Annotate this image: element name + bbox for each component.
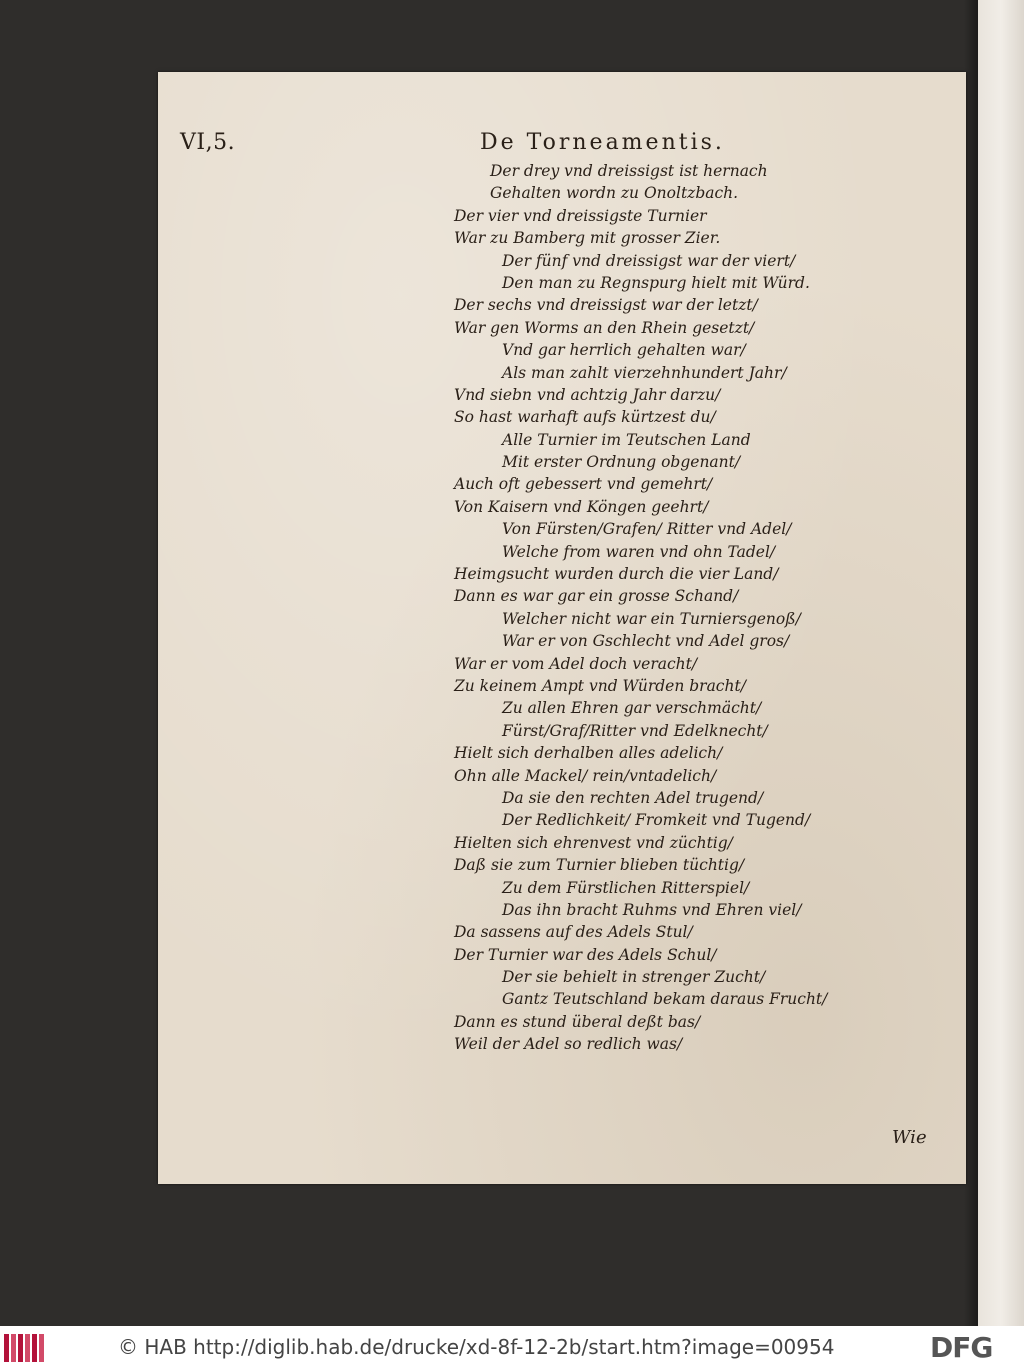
verse-line: Zu keinem Ampt vnd Würden bracht/ <box>454 676 746 695</box>
page-number: VI,5. <box>180 130 236 155</box>
verse-line: Der fünf vnd dreissigst war der viert/ <box>502 251 796 270</box>
book-page <box>158 72 966 1184</box>
verse-line: Welche from waren vnd ohn Tadel/ <box>502 542 776 561</box>
viewer-footer <box>0 1326 1024 1370</box>
verse-line: Das ihn bracht Ruhms vnd Ehren viel/ <box>502 900 802 919</box>
verse-line: Alle Turnier im Teutschen Land <box>502 430 751 449</box>
running-head: De Torneamentis. <box>480 130 725 155</box>
verse-line: Von Fürsten/Grafen/ Ritter vnd Adel/ <box>502 520 792 539</box>
verse-line: War zu Bamberg mit grosser Zier. <box>454 229 721 248</box>
verse-line: Weil der Adel so redlich was/ <box>454 1035 683 1054</box>
verse-line: Der sechs vnd dreissigst war der letzt/ <box>454 296 758 315</box>
verse-line: Vnd siebn vnd achtzig Jahr darzu/ <box>454 385 721 404</box>
verse-line: Vnd gar herrlich gehalten war/ <box>502 341 746 360</box>
verse-line: Gantz Teutschland bekam daraus Frucht/ <box>502 990 828 1009</box>
verse-line: Der drey vnd dreissigst ist hernach <box>490 162 768 180</box>
verse-line: Auch oft gebessert vnd gemehrt/ <box>454 475 713 494</box>
dfg-logo: DFG <box>930 1331 993 1364</box>
verse-line: Da sie den rechten Adel trugend/ <box>502 788 764 807</box>
verse-line: War er vom Adel doch veracht/ <box>454 654 698 673</box>
verse-line: Dann es stund überal deßt bas/ <box>454 1012 701 1031</box>
copyright-link[interactable]: © HAB http://diglib.hab.de/drucke/xd-8f-12-2b/start.htm?image=00954 <box>118 1335 835 1359</box>
verse-line: Der sie behielt in strenger Zucht/ <box>502 968 766 987</box>
verse-line: Der Turnier war des Adels Schul/ <box>454 945 717 964</box>
verse-line: Zu allen Ehren gar verschmächt/ <box>502 699 762 718</box>
verse-line: Heimgsucht wurden durch die vier Land/ <box>454 565 779 584</box>
verse-line: Als man zahlt vierzehnhundert Jahr/ <box>502 363 787 382</box>
verse-line: Gehalten wordn zu Onoltzbach. <box>490 184 739 203</box>
verse-line: So hast warhaft aufs kürtzest du/ <box>454 408 716 427</box>
verse-line: Welcher nicht war ein Turniersgenoß/ <box>502 609 801 628</box>
verse-line: Den man zu Regnspurg hielt mit Würd. <box>502 273 810 292</box>
verse-line: Mit erster Ordnung obgenant/ <box>502 453 741 472</box>
verse-line: Der Redlichkeit/ Fromkeit vnd Tugend/ <box>502 811 811 830</box>
verse-line: Der vier vnd dreissigste Turnier <box>454 206 707 225</box>
verse-line: Hielten sich ehrenvest vnd züchtig/ <box>454 833 733 852</box>
library-logo-icon <box>4 1334 44 1362</box>
catchword: Wie <box>892 1127 927 1148</box>
verse-block <box>448 160 948 1056</box>
verse-line: War gen Worms an den Rhein gesetzt/ <box>454 318 755 337</box>
verse-line: Zu dem Fürstlichen Ritterspiel/ <box>502 878 750 897</box>
next-page-edge <box>978 0 1024 1326</box>
verse-line: Ohn alle Mackel/ rein/vntadelich/ <box>454 766 717 785</box>
verse-line: Daß sie zum Turnier blieben tüchtig/ <box>454 856 745 875</box>
verse-line: Dann es war gar ein grosse Schand/ <box>454 587 739 606</box>
verse-line: Hielt sich derhalben alles adelich/ <box>454 744 723 763</box>
verse-line: Fürst/Graf/Ritter vnd Edelknecht/ <box>502 721 768 740</box>
verse-line: Von Kaisern vnd Köngen geehrt/ <box>454 497 709 516</box>
verse-line: War er von Gschlecht vnd Adel gros/ <box>502 632 790 651</box>
verse-line: Da sassens auf des Adels Stul/ <box>454 923 693 942</box>
